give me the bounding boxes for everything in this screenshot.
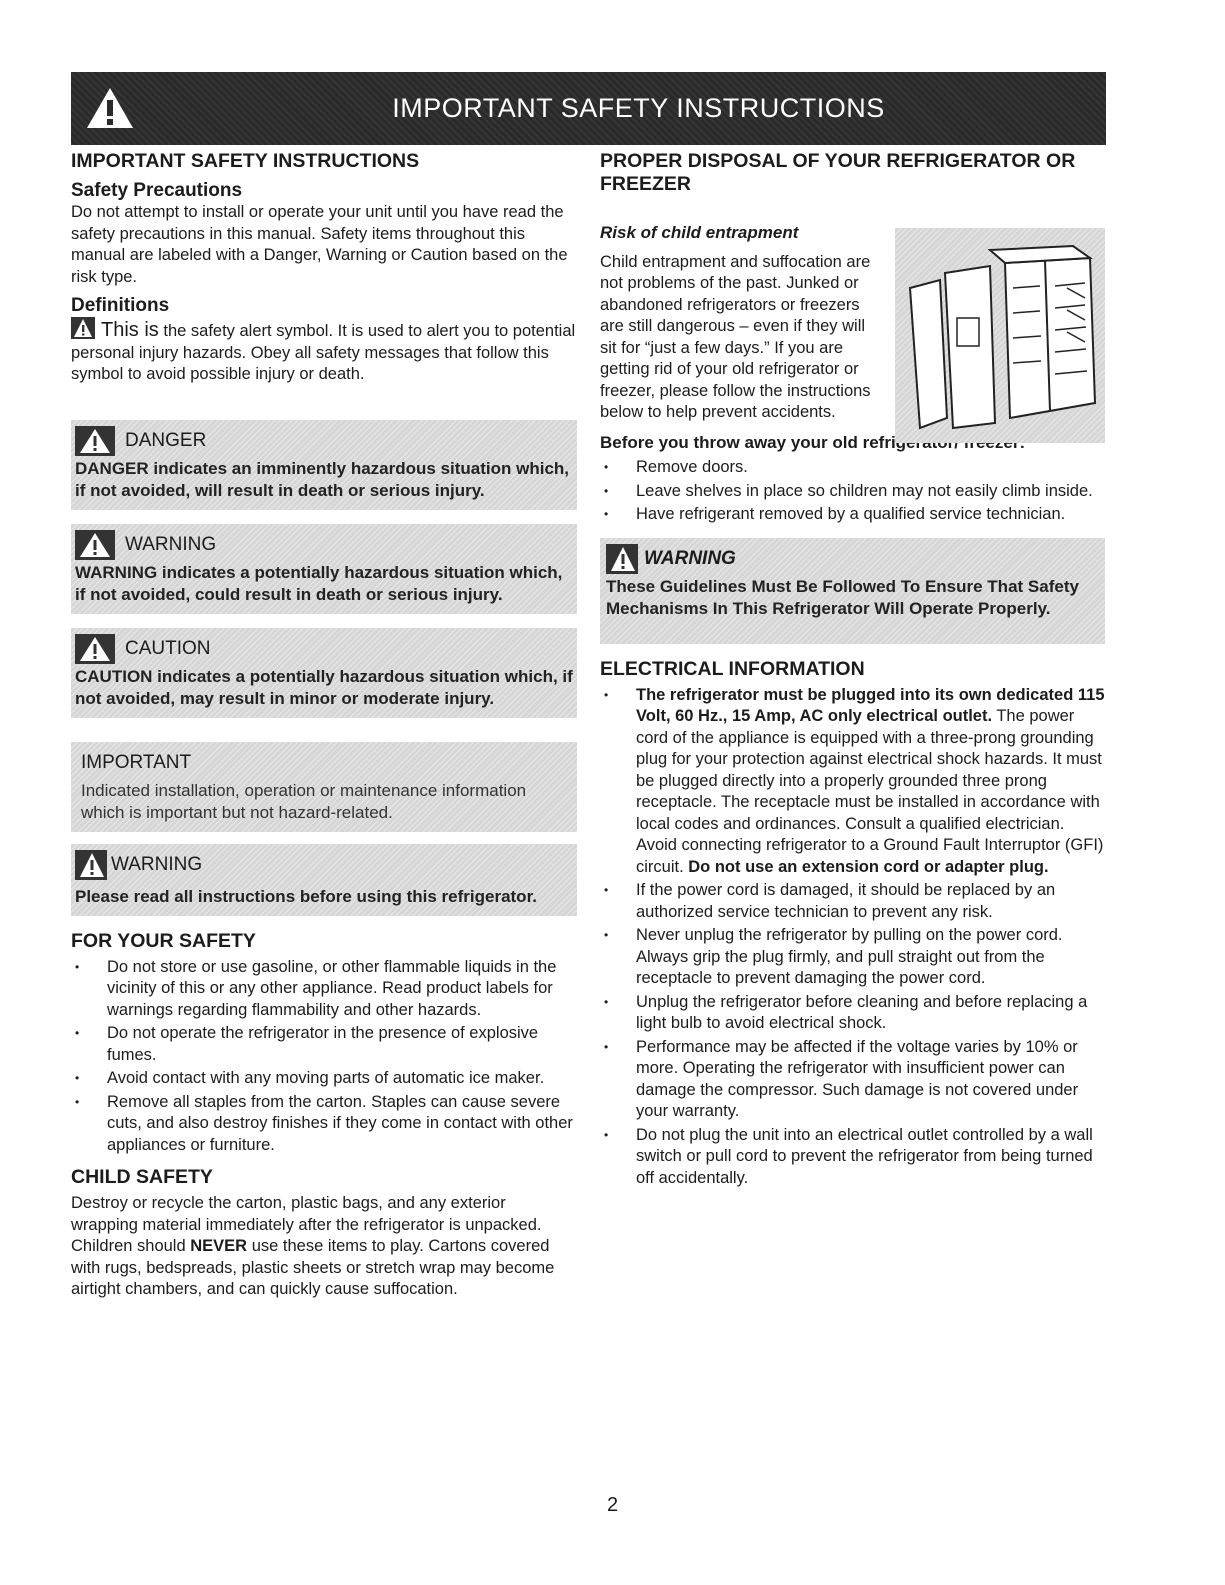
disposal-subtitle: Risk of child entrapment <box>600 223 799 242</box>
read-warning-label: WARNING <box>111 853 203 875</box>
danger-alert-icon <box>75 426 115 456</box>
disposal-text: Child entrapment and suffocation are not problems of the past. Junked or abandoned refrigerators or freezers are still dangerous – even if they will sit for “just a few days.” If you are getting rid of your old refrigerator or freezer, please follow the instructions below to help prevent accidents. <box>600 252 871 421</box>
definitions-body: the safety alert symbol. It is used to alert you to potential personal injury hazards. Obey all safety messages that follow this symbol to avoid possible injury or death. <box>71 322 576 383</box>
disposal-title: PROPER DISPOSAL OF YOUR REFRIGERATOR OR FREEZER <box>600 150 1076 195</box>
list-item: • Remove doors. <box>636 457 1105 479</box>
list-item <box>636 685 1105 879</box>
list-item: • If the power cord is damaged, it should be replaced by an authorized service technician to prevent any risk. <box>636 880 1105 923</box>
left-column <box>71 150 577 1301</box>
list-item: • Do not plug the unit into an electrical outlet controlled by a wall switch or pull cord to prevent the refrigerator from being turned off accidentally. <box>636 1125 1105 1190</box>
danger-text: DANGER indicates an imminently hazardous situation which, if not avoided, will result in death or serious injury. <box>75 458 570 500</box>
read-warning-alert-icon <box>75 850 107 880</box>
electrical-list <box>600 685 1105 1190</box>
extension-cord-warning: Do not use an extension cord or adapter plug. <box>688 857 1049 876</box>
warning-label: WARNING <box>125 533 217 555</box>
important-text: Indicated installation, operation or maintenance information which is important but not hazard-related. <box>81 780 527 822</box>
important-box <box>71 742 577 832</box>
read-warning-box <box>71 844 577 916</box>
list-item: • Have refrigerant removed by a qualified service technician. <box>636 504 1105 526</box>
child-safety-title: CHILD SAFETY <box>71 1166 213 1188</box>
list-item: • Performance may be affected if the voltage varies by 10% or more. Operating the refrigerator with insufficient power can damage the compressor. Such damage is not covered under your warranty. <box>636 1037 1105 1123</box>
definitions-lead: This is <box>101 319 159 341</box>
electrical-outlet-details: The power cord of the appliance is equipped with a three-prong grounding plug for your protection against electrical shock hazards. It must be plugged directly into a properly grounded three prong receptacle. The receptacle must be installed in accordance with local codes and ordinances. Consult a qualified electrician. Avoid connecting refrigerator to a Ground Fault Interruptor (GFI) circuit. <box>636 707 1104 876</box>
caution-text: CAUTION indicates a potentially hazardous situation which, if not avoided, may result in minor or moderate injury. <box>75 666 573 708</box>
caution-box <box>71 628 577 718</box>
list-item: • Unplug the refrigerator before cleaning and before replacing a light bulb to avoid electrical shock. <box>636 992 1105 1035</box>
safety-precautions-title: Safety Precautions <box>71 180 243 201</box>
mechanism-warning-label: WARNING <box>644 547 736 569</box>
electrical-title: ELECTRICAL INFORMATION <box>600 657 865 680</box>
danger-label: DANGER <box>125 429 207 451</box>
mechanism-warning-text: These Guidelines Must Be Followed To Ensure That Safety Mechanisms In This Refrigerator Will Operate Properly. <box>606 576 1079 618</box>
for-your-safety-list <box>71 957 577 1157</box>
child-safety-text-a: Destroy or recycle the carton, plastic bags, and any exterior wrapping material immediately after the refrigerator is unpacked. Children should <box>71 1194 542 1255</box>
safety-precautions-text: Do not attempt to install or operate your unit until you have read the safety precautions in this manual. Safety items throughout this manual are labeled with a Danger, Warning or Caution based on the risk type. <box>71 203 568 286</box>
warning-text: WARNING indicates a potentially hazardous situation which, if not avoided, could result in death or serious injury. <box>75 562 563 604</box>
warning-alert-icon <box>75 530 115 560</box>
read-warning-text: Please read all instructions before using this refrigerator. <box>75 886 537 906</box>
caution-label: CAUTION <box>125 637 211 659</box>
important-label: IMPORTANT <box>81 751 192 773</box>
list-item: • Never unplug the refrigerator by pulling on the power cord. Always grip the plug firmly, and pull straight out from the receptacle to prevent damaging the power cord. <box>636 925 1105 990</box>
list-item: • Do not store or use gasoline, or other flammable liquids in the vicinity of this or any other appliance. Read product labels for warnings regarding flammability and other hazards. <box>107 957 577 1022</box>
right-column <box>600 150 1105 1191</box>
disposal-list <box>600 457 1105 526</box>
child-safety-text-b: use these items to play. Cartons covered with rugs, bedspreads, plastic sheets or stretch wrap may become airtight chambers, and can quickly cause suffocation. <box>71 1237 555 1298</box>
electrical-outlet-requirement: The refrigerator must be plugged into its own dedicated 115 Volt, 60 Hz., 15 Amp, AC only electrical outlet. <box>636 685 1105 725</box>
section-heading: IMPORTANT SAFETY INSTRUCTIONS <box>71 150 420 172</box>
banner-title: IMPORTANT SAFETY INSTRUCTIONS <box>392 93 885 123</box>
before-throw-away-title: Before you throw away your old refrigerator/ freezer: <box>600 432 1026 452</box>
refrigerator-illustration <box>895 228 1105 443</box>
mechanism-warning-box <box>600 538 1105 644</box>
for-your-safety-title: FOR YOUR SAFETY <box>71 929 256 952</box>
definitions-title: Definitions <box>71 295 170 316</box>
danger-box <box>71 420 577 510</box>
warning-box <box>71 524 577 614</box>
safety-alert-icon <box>71 317 95 339</box>
child-safety-text <box>71 1193 577 1301</box>
list-item: • Avoid contact with any moving parts of automatic ice maker. <box>107 1068 577 1090</box>
alert-triangle-icon <box>85 86 135 130</box>
list-item: • Leave shelves in place so children may not easily climb inside. <box>636 481 1105 503</box>
header-banner <box>71 72 1106 145</box>
caution-alert-icon <box>75 634 115 664</box>
list-item: • Remove all staples from the carton. Staples can cause severe cuts, and also destroy finishes if they come in contact with other appliances or furniture. <box>107 1092 577 1157</box>
page-number: 2 <box>606 1494 619 1516</box>
definitions-text <box>71 317 577 386</box>
list-item: • Do not operate the refrigerator in the presence of explosive fumes. <box>107 1023 577 1066</box>
child-safety-never: NEVER <box>190 1237 248 1255</box>
mechanism-warning-alert-icon <box>606 544 638 574</box>
